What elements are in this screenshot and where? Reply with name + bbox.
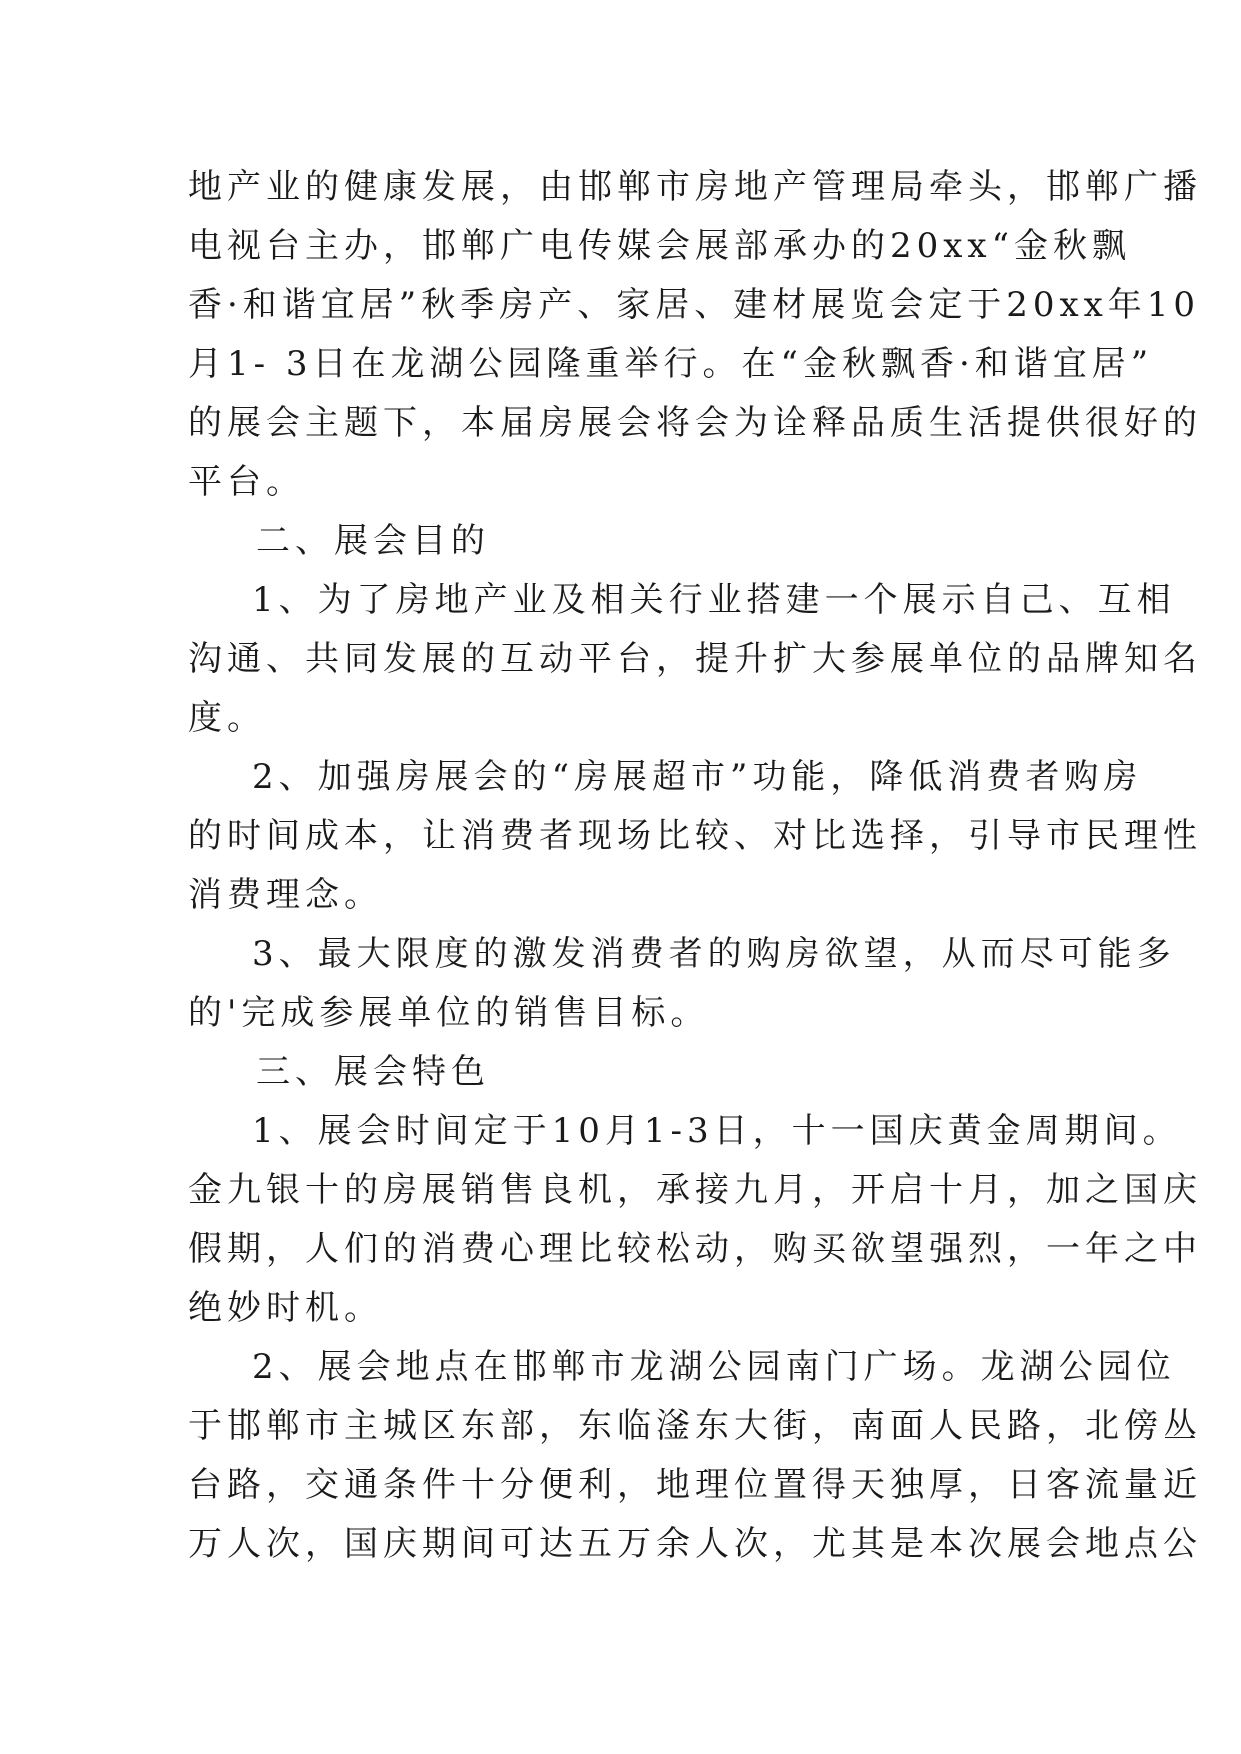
paragraph-line: 香·和谐宜居”秋季房产、家居、建材展览会定于20xx年10 — [188, 285, 1201, 325]
paragraph-line: 假期，人们的消费心理比较松动，购买欲望强烈，一年之中 — [188, 1229, 1202, 1269]
paragraph-line: 于邯郸市主城区东部，东临滏东大街，南面人民路，北傍丛 — [188, 1406, 1202, 1446]
paragraph-line: 的展会主题下，本届房展会将会为诠释品质生活提供很好的 — [188, 403, 1202, 443]
paragraph-line: 金九银十的房展销售良机，承接九月，开启十月，加之国庆 — [188, 1170, 1202, 1210]
document-body — [188, 158, 1202, 1574]
paragraph-line: 地产业的健康发展，由邯郸市房地产管理局牵头，邯郸广播 — [188, 167, 1202, 207]
section-heading: 二、展会目的 — [256, 521, 490, 561]
paragraph-line: 万人次，国庆期间可达五万余人次，尤其是本次展会地点公 — [188, 1524, 1202, 1564]
paragraph-line: 平台。 — [188, 462, 305, 502]
paragraph-line: 月1- 3日在龙湖公园隆重举行。在“金秋飘香·和谐宜居” — [188, 344, 1154, 384]
paragraph-line: 绝妙时机。 — [188, 1288, 383, 1328]
paragraph-line: 2、展会地点在邯郸市龙湖公园南门广场。龙湖公园位 — [252, 1347, 1176, 1387]
paragraph-line: 1、为了房地产业及相关行业搭建一个展示自己、互相 — [252, 580, 1176, 620]
section-heading: 三、展会特色 — [256, 1052, 490, 1092]
paragraph-line: 消费理念。 — [188, 875, 383, 915]
paragraph-line: 的'完成参展单位的销售目标。 — [188, 993, 710, 1033]
paragraph-line: 的时间成本，让消费者现场比较、对比选择，引导市民理性 — [188, 816, 1202, 856]
paragraph-line: 沟通、共同发展的互动平台，提升扩大参展单位的品牌知名 — [188, 639, 1202, 679]
paragraph-line: 3、最大限度的激发消费者的购房欲望，从而尽可能多 — [252, 934, 1176, 974]
paragraph-line: 1、展会时间定于10月1-3日，十一国庆黄金周期间。 — [252, 1111, 1182, 1151]
paragraph-line: 度。 — [188, 698, 266, 738]
paragraph-line: 2、加强房展会的“房展超市”功能，降低消费者购房 — [252, 757, 1143, 797]
paragraph-line: 台路，交通条件十分便利，地理位置得天独厚，日客流量近 — [188, 1465, 1202, 1505]
paragraph-line: 电视台主办，邯郸广电传媒会展部承办的20xx“金秋飘 — [188, 226, 1131, 266]
